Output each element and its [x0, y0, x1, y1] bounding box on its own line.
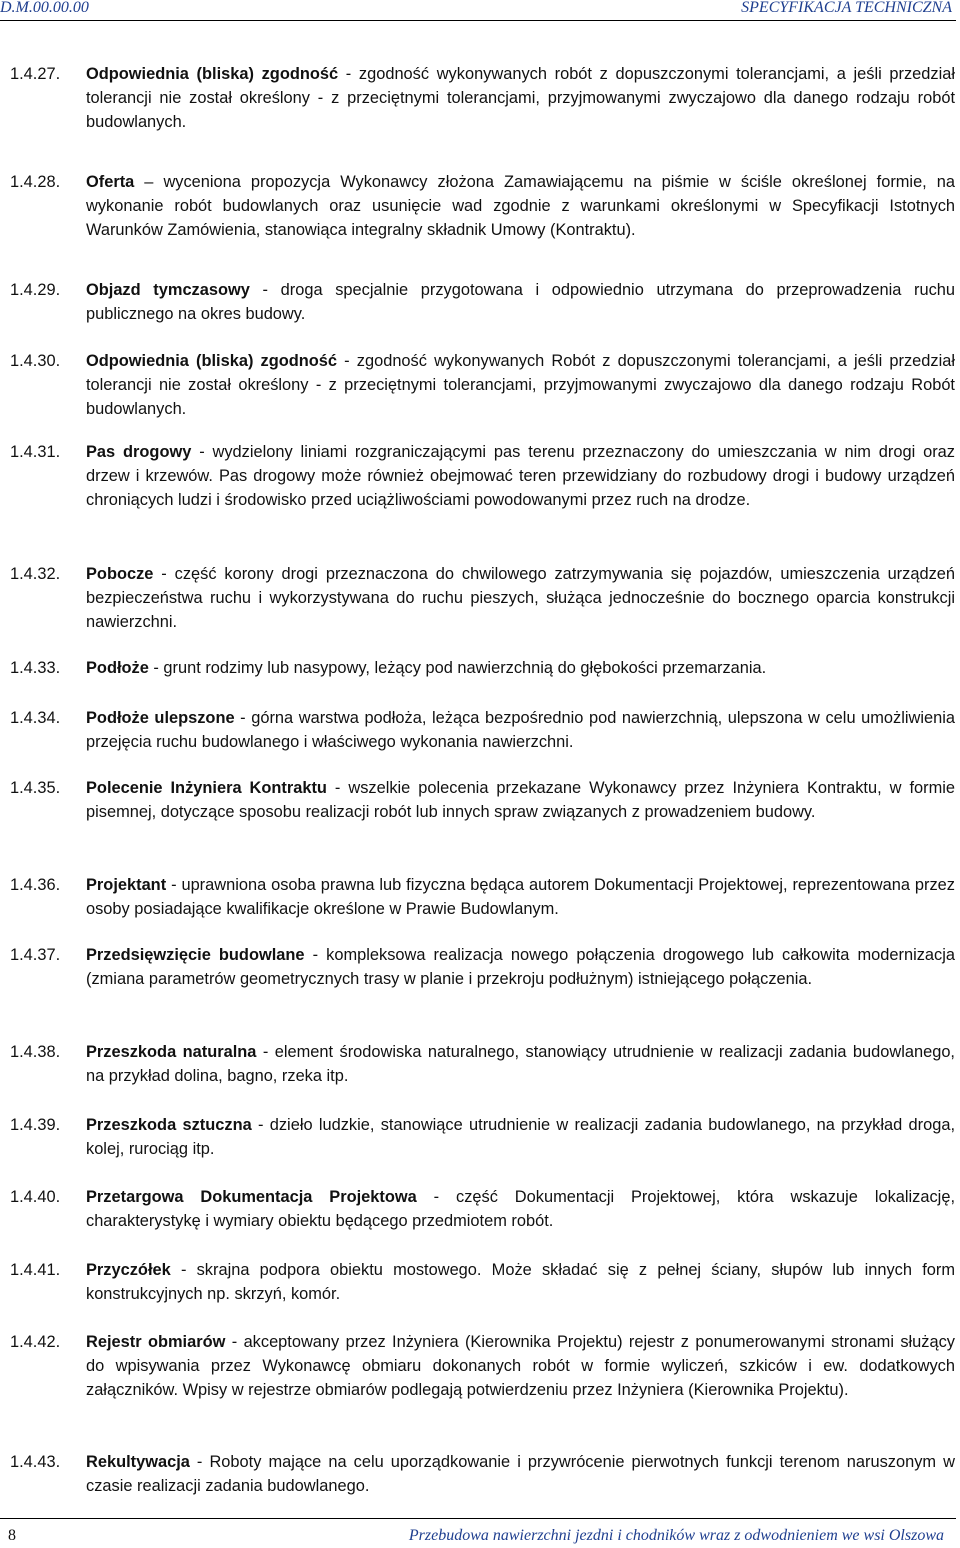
entry-term: Pas drogowy [86, 443, 192, 461]
entry-text [86, 440, 955, 513]
entry-term: Podłoże [86, 659, 149, 677]
definition-entry [0, 1113, 955, 1161]
entry-definition: - kompleksowa realizacja nowego połączenia drogowego lub całkowita modernizacja (zmiana parametrów geometrycznych trasy w planie i przekroju podłużnym) istniejącego połączenia. [86, 946, 955, 989]
entry-definition: - zgodność wykonywanych Robót z dopuszczonymi tolerancjami, a jeśli przedział tolerancji nie został określony - z przeciętnymi tolerancjami, przyjmowanymi zwyczajowo dla danego rodzaju Robót budowlanych. [86, 352, 955, 419]
document-code: D.M.00.00.00 [0, 0, 89, 16]
entry-definition: - Roboty mające na celu uporządkowanie i przywrócenie pierwotnych funkcji terenom naruszonym w czasie realizacji zadania budowlanego. [86, 1453, 955, 1496]
entry-number: 1.4.30. [10, 352, 61, 370]
entry-text [86, 706, 955, 754]
entry-text [86, 1040, 955, 1088]
entry-text [86, 776, 955, 824]
entry-definition: - dzieło ludzkie, stanowiące utrudnienie w realizacji zadania budowlanego, na przykład droga, kolej, rurociąg itp. [86, 1116, 955, 1159]
entry-definition: - droga specjalnie przygotowana i odpowiednio utrzymana do przeprowadzenia ruchu publicznego na okres budowy. [86, 281, 956, 324]
definition-entry [0, 562, 955, 635]
definition-entry [0, 1258, 955, 1306]
page-number: 8 [8, 1527, 16, 1544]
entry-number: 1.4.41. [10, 1261, 61, 1279]
definition-entry [0, 170, 955, 243]
entry-text [86, 1450, 955, 1498]
entry-number: 1.4.37. [10, 946, 61, 964]
entry-number: 1.4.32. [10, 565, 61, 583]
definition-entry [0, 873, 955, 921]
entry-term: Podłoże ulepszone [86, 709, 235, 727]
entry-number: 1.4.42. [10, 1333, 61, 1351]
definition-entry [0, 62, 955, 135]
entry-definition: - akceptowany przez Inżyniera (Kierownika Projektu) rejestr z ponumerowanymi stronami służący do wpisywania przez Wykonawcę obmiaru dokonanych robót w formie wyliczeń, szkiców i ew. dodatkowych załączników. Wpisy w rejestrze obmiarów podlegają potwierdzeniu przez Inżyniera (Kierownika Projektu). [86, 1333, 955, 1400]
definition-entry [0, 776, 955, 824]
entry-text [86, 1113, 955, 1161]
entry-definition: - wszelkie polecenia przekazane Wykonawcy przez Inżyniera Kontraktu, w formie pisemnej, dotyczące sposobu realizacji robót lub innych spraw związanych z prowadzeniem budowy. [86, 779, 955, 822]
entry-text [86, 278, 955, 326]
entry-definition: - grunt rodzimy lub nasypowy, leżący pod nawierzchnią do głębokości przemarzania. [148, 659, 767, 677]
entry-number: 1.4.36. [10, 876, 61, 894]
definition-entry [0, 706, 955, 754]
entry-number: 1.4.38. [10, 1043, 61, 1061]
page-footer [0, 1518, 956, 1544]
entry-definition: - wydzielony liniami rozgraniczającymi pas terenu przeznaczony do umieszczania w nim drogi oraz drzew i krzewów. Pas drogowy może również obejmować teren przewidziany do rozbudowy drogi i budowy urządzeń chroniących ludzi i środowisko przed uciążliwościami powodowanymi przez ruch na drodze. [86, 443, 955, 510]
page-header [0, 0, 956, 21]
entry-term: Rekultywacja [86, 1453, 190, 1471]
entry-term: Przedsięwzięcie budowlane [86, 946, 305, 964]
entry-text [86, 562, 955, 635]
definition-entry [0, 349, 955, 422]
entry-text [86, 1258, 955, 1306]
entry-term: Projektant [86, 876, 167, 894]
project-title: Przebudowa nawierzchni jezdni i chodników wraz z odwodnieniem we wsi Olszowa [408, 1527, 944, 1544]
entry-definition: - zgodność wykonywanych robót z dopuszczonymi tolerancjami, a jeśli przedział tolerancji nie został określony - z przeciętnymi tolerancjami, przyjmowanymi zwyczajowo dla danego rodzaju robót budowlanych. [86, 65, 955, 132]
entry-number: 1.4.33. [10, 659, 61, 677]
entry-term: Oferta [86, 173, 135, 191]
entry-term: Przyczółek [86, 1261, 171, 1279]
entry-definition: – wyceniona propozycja Wykonawcy złożona Zamawiającemu na piśmie w ściśle określonej formie, na wykonanie robót budowlanych oraz usunięcie wad zgodnie z warunkami określonymi w Specyfikacji Istotnych Warunków Zamówienia, stanowiąca integralny składnik Umowy (Kontraktu). [86, 173, 955, 240]
entry-text [86, 349, 955, 422]
entry-definition: - element środowiska naturalnego, stanowiący utrudnienie w realizacji zadania budowlanego, na przykład dolina, bagno, rzeka itp. [86, 1043, 955, 1086]
entry-term: Przeszkoda naturalna [86, 1043, 257, 1061]
entry-number: 1.4.43. [10, 1453, 61, 1471]
definition-entry [0, 1330, 955, 1403]
entry-term: Pobocze [86, 565, 154, 583]
definition-entry [0, 1185, 955, 1233]
entry-term: Przetargowa Dokumentacja Projektowa [86, 1188, 417, 1206]
entry-number: 1.4.34. [10, 709, 61, 727]
entry-text [86, 656, 955, 680]
entry-text [86, 1330, 955, 1403]
entry-definition: - skrajna podpora obiektu mostowego. Może składać się z pełnej ściany, słupów lub innych form konstrukcyjnych np. skrzyń, komór. [86, 1261, 955, 1304]
definition-entry [0, 278, 955, 326]
entry-number: 1.4.40. [10, 1188, 61, 1206]
entry-term: Rejestr obmiarów [86, 1333, 226, 1351]
entry-text [86, 873, 955, 921]
entry-text [86, 943, 955, 991]
definition-entry [0, 656, 955, 680]
entry-text [86, 170, 955, 243]
entry-number: 1.4.39. [10, 1116, 61, 1134]
entry-text [86, 62, 955, 135]
entry-text [86, 1185, 955, 1233]
definition-entry [0, 1450, 955, 1498]
entry-number: 1.4.28. [10, 173, 61, 191]
entry-definition: - górna warstwa podłoża, leżąca bezpośrednio pod nawierzchnią, ulepszona w celu umożliwienia przejęcia ruchu budowlanego i właściwego wykonania nawierzchni. [86, 709, 955, 752]
definition-entry [0, 943, 955, 991]
entry-definition: - część Dokumentacji Projektowej, która wskazuje lokalizację, charakterystykę i wymiary obiektu będącego przedmiotem robót. [86, 1188, 955, 1231]
entry-term: Odpowiednia (bliska) zgodność [86, 352, 338, 370]
entry-number: 1.4.29. [10, 281, 61, 299]
entry-number: 1.4.27. [10, 65, 61, 83]
entry-term: Polecenie Inżyniera Kontraktu [86, 779, 327, 797]
entry-term: Przeszkoda sztuczna [86, 1116, 252, 1134]
document-title: SPECYFIKACJA TECHNICZNA [741, 0, 952, 16]
definition-entry [0, 440, 955, 513]
entry-definition: - uprawniona osoba prawna lub fizyczna będąca autorem Dokumentacji Projektowej, reprezentowana przez osoby posiadające kwalifikacje określone w Prawie Budowlanym. [86, 876, 955, 919]
entry-number: 1.4.35. [10, 779, 61, 797]
entry-number: 1.4.31. [10, 443, 61, 461]
entry-term: Odpowiednia (bliska) zgodność [86, 65, 339, 83]
entry-term: Objazd tymczasowy [86, 281, 250, 299]
entry-definition: - część korony drogi przeznaczona do chwilowego zatrzymywania się pojazdów, umieszczenia urządzeń bezpieczeństwa ruchu i wykorzystywana do ruchu pieszych, służąca jednocześnie do bocznego oparcia konstrukcji nawierzchni. [86, 565, 955, 632]
definition-entry [0, 1040, 955, 1088]
